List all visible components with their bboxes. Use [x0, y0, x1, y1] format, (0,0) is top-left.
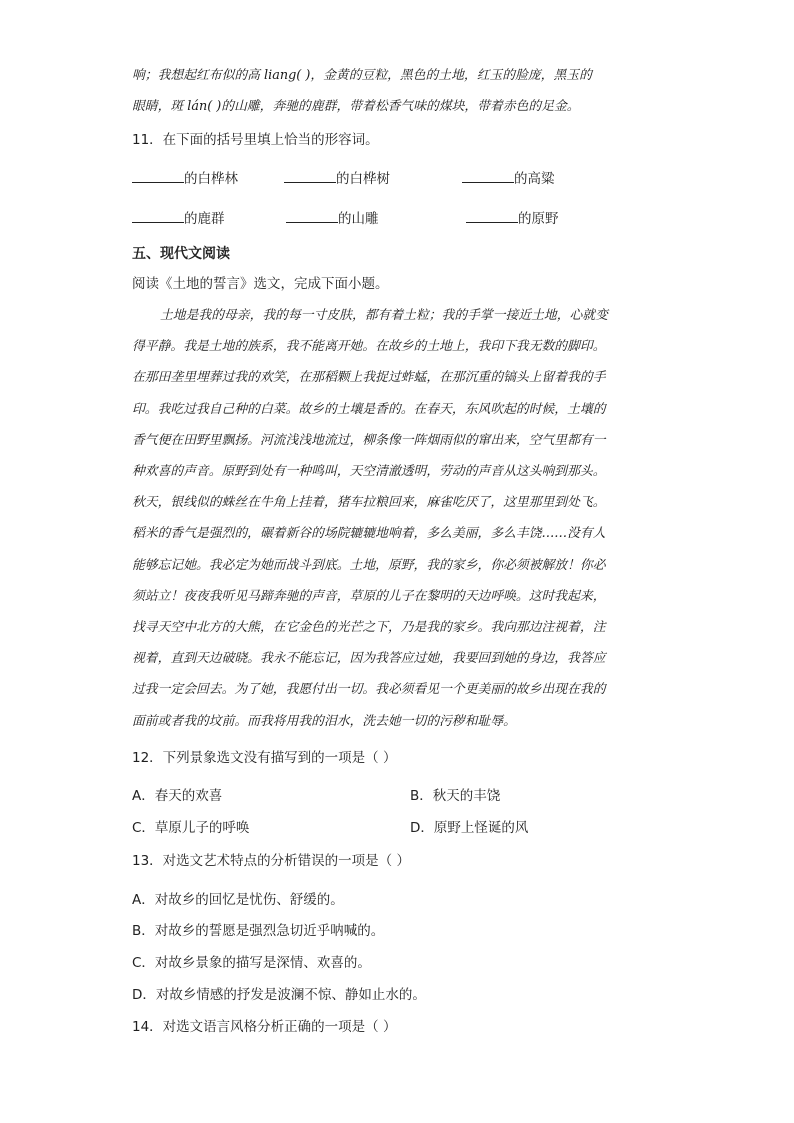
q11-item-5: 的山雕: [286, 207, 379, 227]
q13-option-d[interactable]: D．对故乡情感的抒发是波澜不惊、静如止水的。: [132, 987, 426, 1003]
reading-instruction: 阅读《土地的誓言》选文，完成下面小题。: [132, 276, 389, 292]
passage-line: 找寻天空中北方的大熊，在它金色的光芒之下，乃是我的家乡。我向那边注视着，注: [132, 620, 606, 635]
fill-blank[interactable]: [466, 208, 518, 223]
question-13-stem: 13．对选文艺术特点的分析错误的一项是（ ）: [132, 853, 410, 869]
fill-blank[interactable]: [132, 168, 184, 183]
passage-line: 在那田垄里埋葬过我的欢笑，在那稻颗上我捉过蚱蜢，在那沉重的镐头上留着我的手: [132, 370, 606, 385]
q11-item-1: 的白桦林: [132, 167, 238, 187]
q11-item-4: 的鹿群: [132, 207, 225, 227]
poem-line-2: 眼睛，斑 lán( )的山雕，奔驰的鹿群，带着松香气味的煤块，带着赤色的足金。: [132, 99, 580, 114]
q12-option-d[interactable]: D．原野上怪诞的风: [410, 820, 529, 836]
q12-option-b[interactable]: B．秋天的丰饶: [410, 788, 501, 804]
passage-line: 印。我吃过我自己种的白菜。故乡的土壤是香的。在春天，东风吹起的时候，土壤的: [132, 402, 606, 417]
q13-option-b[interactable]: B．对故乡的誓愿是强烈急切近乎呐喊的。: [132, 923, 385, 939]
q11-item-2: 的白桦树: [284, 167, 390, 187]
q12-option-a[interactable]: A．春天的欢喜: [132, 788, 223, 804]
q12-option-c[interactable]: C．草原儿子的呼唤: [132, 820, 250, 836]
fill-blank[interactable]: [284, 168, 336, 183]
passage-line: 得平静。我是土地的族系，我不能离开她。在故乡的土地上，我印下我无数的脚印。: [132, 339, 606, 354]
q11-item-3: 的高粱: [462, 167, 555, 187]
passage-line: 香气便在田野里飘扬。河流浅浅地流过，柳条像一阵烟雨似的窜出来，空气里都有一: [132, 433, 606, 448]
passage-line: 面前或者我的坟前。而我将用我的泪水，洗去她一切的污秽和耻辱。: [132, 714, 516, 729]
q11-item-6: 的原野: [466, 207, 559, 227]
q13-option-a[interactable]: A．对故乡的回忆是忧伤、舒缓的。: [132, 892, 344, 908]
passage-line: 能够忘记她。我必定为她而战斗到底。土地，原野，我的家乡，你必须被解放！你必: [132, 558, 606, 573]
passage-line: 视着，直到天边破晓。我永不能忘记，因为我答应过她，我要回到她的身边，我答应: [132, 651, 606, 666]
q13-option-c[interactable]: C．对故乡景象的描写是深情、欢喜的。: [132, 955, 371, 971]
fill-blank[interactable]: [132, 208, 184, 223]
question-11-stem: 11．在下面的括号里填上恰当的形容词。: [132, 132, 379, 148]
passage-line: 过我一定会回去。为了她，我愿付出一切。我必须看见一个更美丽的故乡出现在我的: [132, 682, 606, 697]
passage-line: 稻米的香气是强烈的，碾着新谷的场院辘辘地响着，多么美丽，多么丰饶……没有人: [132, 526, 606, 541]
question-14-stem: 14．对选文语言风格分析正确的一项是（ ）: [132, 1019, 397, 1035]
section-heading: 五、现代文阅读: [132, 246, 230, 262]
fill-blank[interactable]: [462, 168, 514, 183]
passage-line: 种欢喜的声音。原野到处有一种鸣叫，天空清澈透明，劳动的声音从这头响到那头。: [132, 464, 606, 479]
passage-line: 土地是我的母亲，我的每一寸皮肤，都有着土粒；我的手掌一接近土地，心就变: [160, 308, 608, 323]
poem-line-1: 响；我想起红布似的高 liang( )，金黄的豆粒，黑色的土地，红玉的脸庞，黑玉的: [132, 68, 592, 83]
fill-blank[interactable]: [286, 208, 338, 223]
question-12-stem: 12．下列景象选文没有描写到的一项是（ ）: [132, 750, 397, 766]
passage-line: 须站立！夜夜我听见马蹄奔驰的声音，草原的儿子在黎明的天边呼唤。这时我起来，: [132, 589, 606, 604]
passage-line: 秋天，银线似的蛛丝在牛角上挂着，猪车拉粮回来，麻雀吃厌了，这里那里到处飞。: [132, 495, 606, 510]
